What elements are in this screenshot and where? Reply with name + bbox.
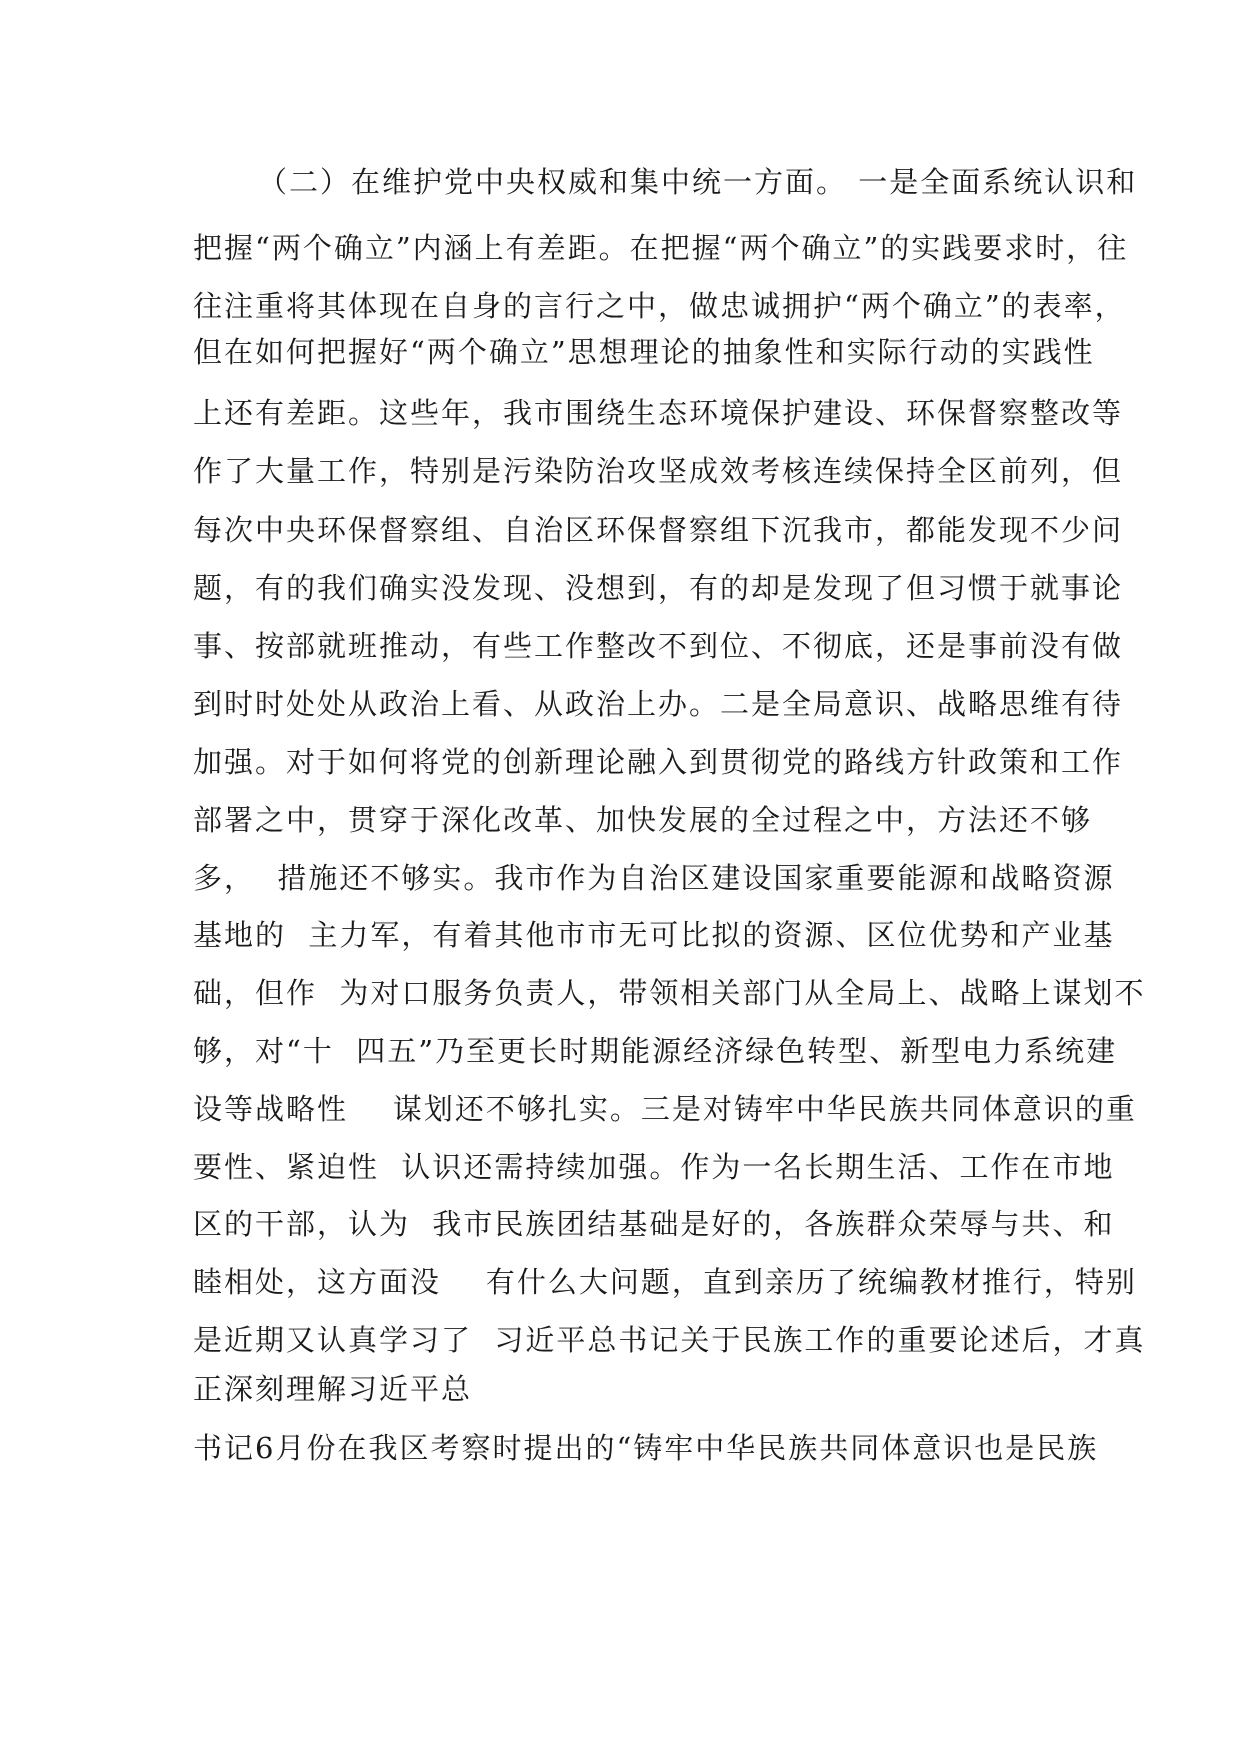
paragraph-line-7: 每次中央环保督察组、自治区环保督察组下沉我市，都能发现不少问: [193, 513, 1124, 547]
paragraph-line-10: 到时时处处从政治上看、从政治上办。二是全局意识、战略思维有待: [193, 687, 1124, 721]
paragraph-line-22: 正深刻理解习近平总: [193, 1372, 473, 1406]
paragraph-line-13: 多， 措施还不够实。我市作为自治区建设国家重要能源和战略资源: [193, 861, 1115, 895]
paragraph-line-12: 部署之中，贯穿于深化改革、加快发展的全过程之中，方法还不够: [193, 803, 1093, 837]
paragraph-line-23: 书记6月份在我区考察时提出的“铸牢中华民族共同体意识也是民族: [193, 1431, 1099, 1465]
paragraph-line-4: 但在如何把握好“两个确立”思想理论的抽象性和实际行动的实践性: [193, 335, 1095, 369]
paragraph-line-3: 往注重将其体现在自身的言行之中，做忠诚拥护“两个确立”的表率，: [193, 289, 1126, 323]
paragraph-line-14: 基地的 主力军，有着其他市市无可比拟的资源、区位优势和产业基: [193, 918, 1115, 952]
paragraph-line-9: 事、按部就班推动，有些工作整改不到位、不彻底，还是事前没有做: [193, 629, 1124, 663]
paragraph-line-15: 础，但作 为对口服务负责人，带领相关部门从全局上、战略上谋划不: [193, 976, 1146, 1010]
paragraph-line-11: 加强。对于如何将党的创新理论融入到贯彻党的路线方针政策和工作: [193, 745, 1124, 779]
paragraph-line-2: 把握“两个确立”内涵上有差距。在把握“两个确立”的实践要求时，往: [193, 231, 1129, 265]
paragraph-line-1: （二）在维护党中央权威和集中统一方面。 一是全面系统认识和: [258, 165, 1138, 199]
paragraph-line-21: 是近期又认真学习了 习近平总书记关于民族工作的重要论述后，才真: [193, 1323, 1146, 1357]
paragraph-line-5: 上还有差距。这些年，我市围绕生态环境保护建设、环保督察整改等: [193, 396, 1124, 430]
paragraph-line-18: 要性、紧迫性 认识还需持续加强。作为一名长期生活、工作在市地: [193, 1150, 1115, 1184]
paragraph-line-6: 作了大量工作，特别是污染防治攻坚成效考核连续保持全区前列，但: [193, 454, 1124, 488]
paragraph-line-8: 题，有的我们确实没发现、没想到，有的却是发现了但习惯于就事论: [193, 571, 1124, 605]
paragraph-line-20: 睦相处，这方面没 有什么大问题，直到亲历了统编教材推行，特别: [193, 1265, 1137, 1299]
paragraph-line-19: 区的干部，认为 我市民族团结基础是好的，各族群众荣辱与共、和: [193, 1207, 1115, 1241]
paragraph-line-17: 设等战略性 谋划还不够扎实。三是对铸牢中华民族共同体意识的重: [193, 1092, 1137, 1126]
paragraph-line-16: 够，对“十 四五”乃至更长时期能源经济绿色转型、新型电力系统建: [193, 1034, 1118, 1068]
